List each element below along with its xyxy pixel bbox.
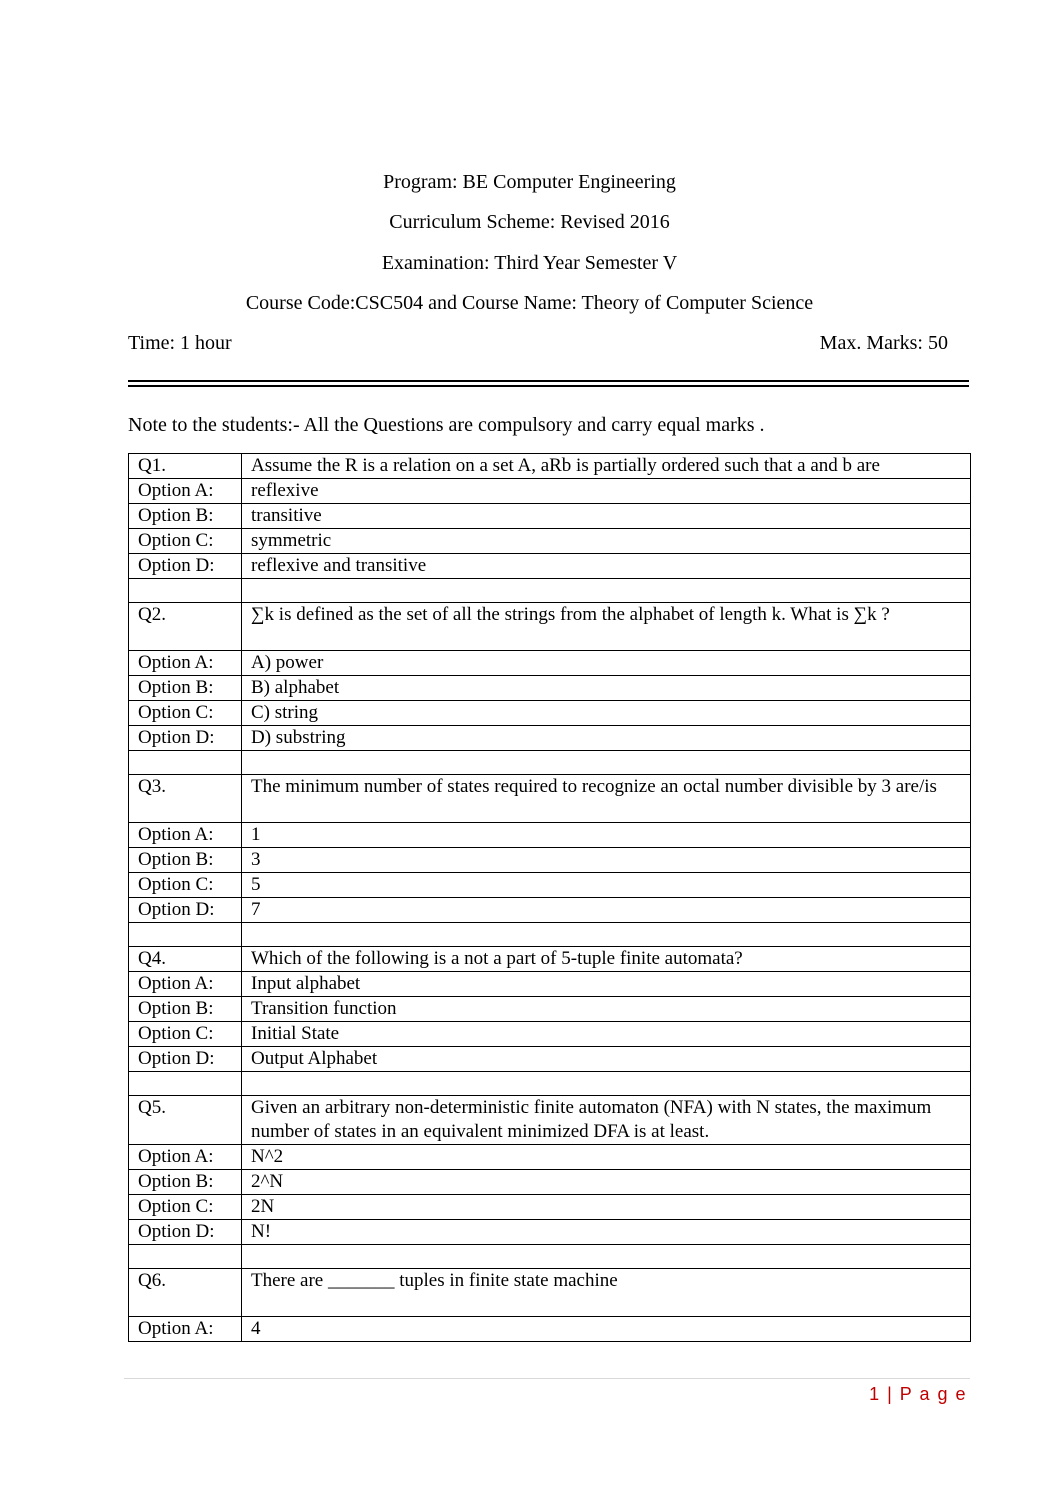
option-text: 5 — [242, 873, 971, 898]
examination-line: Examination: Third Year Semester V — [381, 252, 678, 274]
option-text: N^2 — [242, 1145, 971, 1170]
question-text: The minimum number of states required to recognize an octal number divisible by 3 are/is — [242, 775, 971, 823]
question-row — [129, 947, 971, 972]
spacer-row — [129, 579, 971, 603]
question-text: Assume the R is a relation on a set A, aRb is partially ordered such that a and b are — [242, 454, 971, 479]
option-text: A) power — [242, 651, 971, 676]
option-label: Option D: — [129, 726, 242, 751]
option-text: Initial State — [242, 1022, 971, 1047]
option-text: D) substring — [242, 726, 971, 751]
option-row — [129, 1317, 971, 1342]
program-line: Program: BE Computer Engineering — [383, 171, 676, 193]
question-number: Q5. — [129, 1096, 242, 1145]
question-number: Q1. — [129, 454, 242, 479]
option-label: Option A: — [129, 479, 242, 504]
option-label: Option A: — [129, 823, 242, 848]
option-text: Output Alphabet — [242, 1047, 971, 1072]
option-label: Option B: — [129, 848, 242, 873]
question-text: Which of the following is a not a part of 5-tuple finite automata? — [242, 947, 971, 972]
question-number: Q3. — [129, 775, 242, 823]
option-row — [129, 1220, 971, 1245]
header-divider — [128, 380, 969, 387]
question-number: Q6. — [129, 1269, 242, 1317]
option-row — [129, 529, 971, 554]
option-text: 3 — [242, 848, 971, 873]
question-row — [129, 454, 971, 479]
max-marks-label: Max. Marks: 50 — [819, 332, 948, 354]
option-label: Option D: — [129, 1047, 242, 1072]
option-row — [129, 701, 971, 726]
question-row — [129, 775, 971, 823]
option-row — [129, 997, 971, 1022]
option-label: Option C: — [129, 873, 242, 898]
option-text: N! — [242, 1220, 971, 1245]
option-row — [129, 972, 971, 997]
option-label: Option D: — [129, 1220, 242, 1245]
option-row — [129, 726, 971, 751]
option-text: reflexive — [242, 479, 971, 504]
option-row — [129, 823, 971, 848]
course-line: Course Code:CSC504 and Course Name: Theory of Computer Science — [245, 292, 814, 314]
option-row — [129, 1195, 971, 1220]
time-label: Time: 1 hour — [128, 332, 232, 354]
option-label: Option C: — [129, 1022, 242, 1047]
option-text: 1 — [242, 823, 971, 848]
option-row — [129, 651, 971, 676]
spacer-row — [129, 1072, 971, 1096]
option-label: Option A: — [129, 972, 242, 997]
option-row — [129, 1145, 971, 1170]
questions-table — [128, 453, 971, 1342]
option-row — [129, 873, 971, 898]
option-text: 4 — [242, 1317, 971, 1342]
question-text: Given an arbitrary non-deterministic finite automaton (NFA) with N states, the maximum number of states in an equivalent minimized DFA is at least. — [242, 1096, 971, 1145]
option-text: reflexive and transitive — [242, 554, 971, 579]
option-text: B) alphabet — [242, 676, 971, 701]
option-text: 2N — [242, 1195, 971, 1220]
option-text: transitive — [242, 504, 971, 529]
curriculum-line: Curriculum Scheme: Revised 2016 — [389, 211, 670, 233]
option-label: Option B: — [129, 676, 242, 701]
spacer-row — [129, 923, 971, 947]
option-label: Option C: — [129, 1195, 242, 1220]
question-number: Q4. — [129, 947, 242, 972]
option-text: Transition function — [242, 997, 971, 1022]
option-label: Option A: — [129, 1145, 242, 1170]
spacer-row — [129, 1245, 971, 1269]
option-row — [129, 1047, 971, 1072]
option-text: 2^N — [242, 1170, 971, 1195]
option-text: Input alphabet — [242, 972, 971, 997]
option-row — [129, 554, 971, 579]
option-text: symmetric — [242, 529, 971, 554]
option-label: Option D: — [129, 554, 242, 579]
option-row — [129, 1022, 971, 1047]
option-row — [129, 898, 971, 923]
option-label: Option C: — [129, 529, 242, 554]
option-label: Option B: — [129, 997, 242, 1022]
question-text: ∑k is defined as the set of all the strings from the alphabet of length k. What is ∑k ? — [242, 603, 971, 651]
question-row — [129, 603, 971, 651]
student-note: Note to the students:- All the Questions are compulsory and carry equal marks . — [128, 414, 765, 436]
option-label: Option A: — [129, 651, 242, 676]
page-number: 1 | P a g e — [869, 1384, 967, 1404]
spacer-row — [129, 751, 971, 775]
footer-divider — [124, 1378, 970, 1379]
question-number: Q2. — [129, 603, 242, 651]
option-label: Option A: — [129, 1317, 242, 1342]
question-text: There are _______ tuples in finite state machine — [242, 1269, 971, 1317]
option-label: Option C: — [129, 701, 242, 726]
option-text: 7 — [242, 898, 971, 923]
option-label: Option D: — [129, 898, 242, 923]
question-row — [129, 1269, 971, 1317]
option-row — [129, 504, 971, 529]
option-row — [129, 479, 971, 504]
option-row — [129, 676, 971, 701]
option-label: Option B: — [129, 1170, 242, 1195]
option-row — [129, 1170, 971, 1195]
option-text: C) string — [242, 701, 971, 726]
option-row — [129, 848, 971, 873]
question-row — [129, 1096, 971, 1145]
option-label: Option B: — [129, 504, 242, 529]
